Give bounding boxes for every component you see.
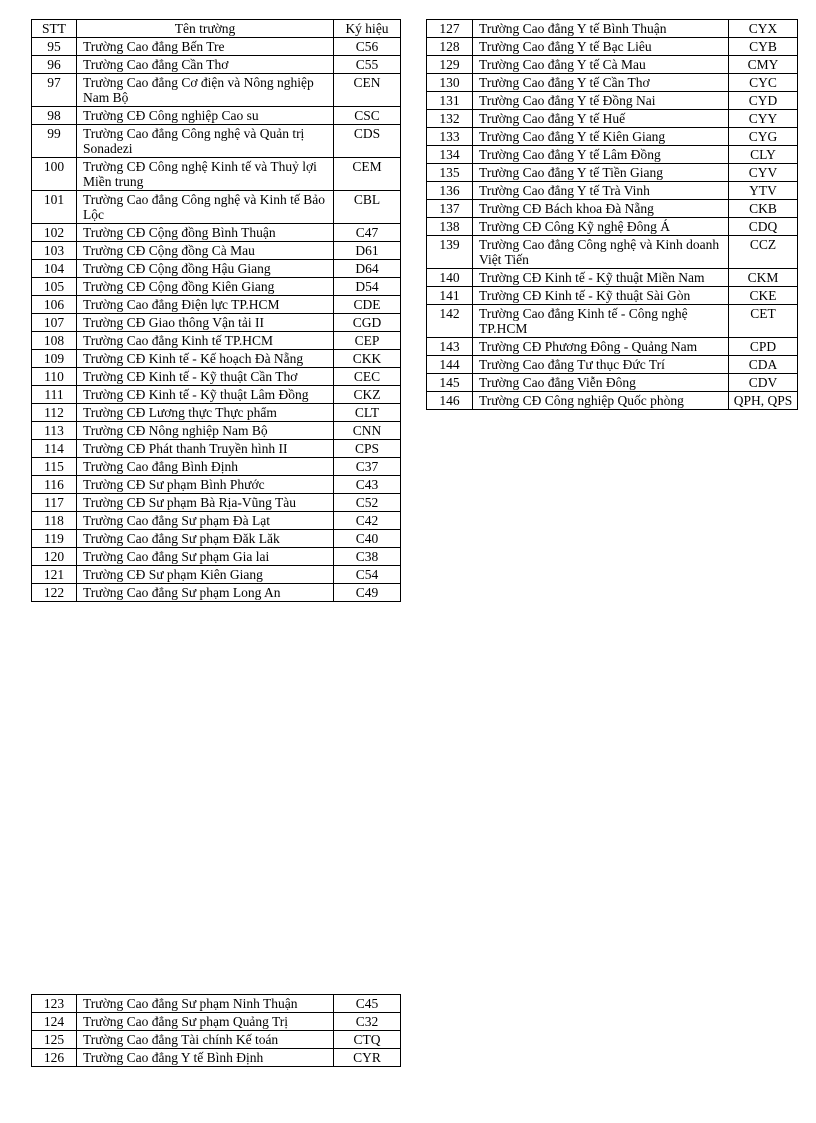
- row-number: 130: [427, 74, 473, 92]
- school-code: CCZ: [729, 236, 798, 269]
- school-name: Trường Cao đẳng Y tế Lâm Đồng: [473, 146, 729, 164]
- row-number: 96: [32, 56, 77, 74]
- school-name: Trường Cao đẳng Sư phạm Ninh Thuận: [77, 995, 334, 1013]
- school-name: Trường CĐ Công nghiệp Quốc phòng: [473, 392, 729, 410]
- table-row: [427, 356, 798, 374]
- row-number: 126: [32, 1049, 77, 1067]
- school-name: Trường Cao đẳng Y tế Bạc Liêu: [473, 38, 729, 56]
- table-row: [427, 164, 798, 182]
- table-row: [32, 1049, 401, 1067]
- row-number: 110: [32, 368, 77, 386]
- row-number: 129: [427, 56, 473, 74]
- table-row: [32, 278, 401, 296]
- school-code: C32: [334, 1013, 401, 1031]
- row-number: 134: [427, 146, 473, 164]
- table-row: [32, 440, 401, 458]
- row-number: 114: [32, 440, 77, 458]
- row-number: 131: [427, 92, 473, 110]
- school-code: CLY: [729, 146, 798, 164]
- row-number: 97: [32, 74, 77, 107]
- school-code: CDE: [334, 296, 401, 314]
- school-name: Trường Cao đẳng Cần Thơ: [77, 56, 334, 74]
- school-name: Trường CĐ Kinh tế - Kỹ thuật Miền Nam: [473, 269, 729, 287]
- row-number: 117: [32, 494, 77, 512]
- school-name: Trường Cao đẳng Y tế Trà Vinh: [473, 182, 729, 200]
- table-header-row: [32, 20, 401, 38]
- school-name: Trường Cao đẳng Y tế Cần Thơ: [473, 74, 729, 92]
- row-number: 101: [32, 191, 77, 224]
- school-code: CDA: [729, 356, 798, 374]
- school-code: CYG: [729, 128, 798, 146]
- school-code: C42: [334, 512, 401, 530]
- school-name: Trường Cao đẳng Công nghệ và Kinh tế Bảo Lộc: [77, 191, 334, 224]
- school-code: CYY: [729, 110, 798, 128]
- school-table-left: [31, 19, 401, 602]
- school-name: Trường CĐ Sư phạm Kiên Giang: [77, 566, 334, 584]
- school-name: Trường CĐ Cộng đồng Cà Mau: [77, 242, 334, 260]
- school-code: CYC: [729, 74, 798, 92]
- school-table-right: [426, 19, 798, 410]
- school-name: Trường Cao đẳng Y tế Đồng Nai: [473, 92, 729, 110]
- row-number: 124: [32, 1013, 77, 1031]
- school-code: C54: [334, 566, 401, 584]
- table-row: [32, 512, 401, 530]
- table-row: [427, 305, 798, 338]
- school-name: Trường Cao đẳng Công nghệ và Quản trị Sonadezi: [77, 125, 334, 158]
- school-name: Trường CĐ Công nghệ Kinh tế và Thuỷ lợi Miền trung: [77, 158, 334, 191]
- row-number: 112: [32, 404, 77, 422]
- school-code: C49: [334, 584, 401, 602]
- table-row: [32, 995, 401, 1013]
- table-row: [32, 242, 401, 260]
- row-number: 136: [427, 182, 473, 200]
- row-number: 121: [32, 566, 77, 584]
- row-number: 138: [427, 218, 473, 236]
- row-number: 100: [32, 158, 77, 191]
- school-name: Trường Cao đẳng Tư thục Đức Trí: [473, 356, 729, 374]
- table-row: [427, 200, 798, 218]
- school-code: CYB: [729, 38, 798, 56]
- row-number: 104: [32, 260, 77, 278]
- school-name: Trường Cao đẳng Viễn Đông: [473, 374, 729, 392]
- row-number: 115: [32, 458, 77, 476]
- row-number: 118: [32, 512, 77, 530]
- school-name: Trường CĐ Sư phạm Bà Rịa-Vũng Tàu: [77, 494, 334, 512]
- school-code: D54: [334, 278, 401, 296]
- school-name: Trường CĐ Cộng đồng Bình Thuận: [77, 224, 334, 242]
- table-row: [32, 1031, 401, 1049]
- school-code: C55: [334, 56, 401, 74]
- school-name: Trường Cao đẳng Sư phạm Long An: [77, 584, 334, 602]
- school-code: C52: [334, 494, 401, 512]
- school-name: Trường Cao đẳng Điện lực TP.HCM: [77, 296, 334, 314]
- row-number: 141: [427, 287, 473, 305]
- school-name: Trường CĐ Công nghiệp Cao su: [77, 107, 334, 125]
- school-code: CKZ: [334, 386, 401, 404]
- school-code: CPD: [729, 338, 798, 356]
- table-row: [427, 128, 798, 146]
- header-school-name: Tên trường: [77, 20, 334, 38]
- row-number: 122: [32, 584, 77, 602]
- school-code: CNN: [334, 422, 401, 440]
- row-number: 113: [32, 422, 77, 440]
- school-code: D61: [334, 242, 401, 260]
- row-number: 108: [32, 332, 77, 350]
- school-name: Trường Cao đẳng Y tế Huế: [473, 110, 729, 128]
- table-row: [32, 476, 401, 494]
- table-row: [32, 548, 401, 566]
- table-row: [427, 20, 798, 38]
- table-row: [32, 404, 401, 422]
- row-number: 146: [427, 392, 473, 410]
- school-code: CKK: [334, 350, 401, 368]
- table-row: [32, 368, 401, 386]
- school-code: CDV: [729, 374, 798, 392]
- table-row: [427, 392, 798, 410]
- school-name: Trường Cao đẳng Bến Tre: [77, 38, 334, 56]
- table-row: [427, 236, 798, 269]
- school-table-bottom: [31, 994, 401, 1067]
- school-code: CMY: [729, 56, 798, 74]
- school-code: CKB: [729, 200, 798, 218]
- school-name: Trường Cao đẳng Sư phạm Đà Lạt: [77, 512, 334, 530]
- table-row: [32, 107, 401, 125]
- table-row: [32, 566, 401, 584]
- row-number: 135: [427, 164, 473, 182]
- school-name: Trường CĐ Nông nghiệp Nam Bộ: [77, 422, 334, 440]
- row-number: 137: [427, 200, 473, 218]
- school-code: CDS: [334, 125, 401, 158]
- school-name: Trường CĐ Kinh tế - Kỹ thuật Lâm Đồng: [77, 386, 334, 404]
- school-name: Trường CĐ Sư phạm Bình Phước: [77, 476, 334, 494]
- row-number: 103: [32, 242, 77, 260]
- school-code: C40: [334, 530, 401, 548]
- table-row: [32, 332, 401, 350]
- row-number: 132: [427, 110, 473, 128]
- row-number: 145: [427, 374, 473, 392]
- school-code: CET: [729, 305, 798, 338]
- school-name: Trường Cao đẳng Bình Định: [77, 458, 334, 476]
- school-name: Trường Cao đẳng Sư phạm Gia lai: [77, 548, 334, 566]
- row-number: 98: [32, 107, 77, 125]
- table-row: [32, 458, 401, 476]
- row-number: 127: [427, 20, 473, 38]
- school-name: Trường CĐ Kinh tế - Kỹ thuật Sài Gòn: [473, 287, 729, 305]
- school-code: CYD: [729, 92, 798, 110]
- table-row: [32, 584, 401, 602]
- school-code: CBL: [334, 191, 401, 224]
- table-row: [32, 314, 401, 332]
- school-name: Trường Cao đẳng Cơ điện và Nông nghiệp Nam Bộ: [77, 74, 334, 107]
- table-row: [427, 374, 798, 392]
- table-row: [32, 74, 401, 107]
- row-number: 107: [32, 314, 77, 332]
- row-number: 144: [427, 356, 473, 374]
- table-row: [32, 125, 401, 158]
- row-number: 116: [32, 476, 77, 494]
- school-name: Trường CĐ Bách khoa Đà Nẵng: [473, 200, 729, 218]
- school-name: Trường Cao đẳng Kinh tế TP.HCM: [77, 332, 334, 350]
- school-code: CKE: [729, 287, 798, 305]
- school-name: Trường Cao đẳng Kinh tế - Công nghệ TP.HCM: [473, 305, 729, 338]
- school-name: Trường CĐ Lương thực Thực phẩm: [77, 404, 334, 422]
- table-row: [427, 110, 798, 128]
- school-code: CEC: [334, 368, 401, 386]
- school-name: Trường Cao đẳng Y tế Kiên Giang: [473, 128, 729, 146]
- table-row: [32, 158, 401, 191]
- table-row: [427, 56, 798, 74]
- table-row: [427, 74, 798, 92]
- row-number: 125: [32, 1031, 77, 1049]
- row-number: 95: [32, 38, 77, 56]
- table-row: [427, 182, 798, 200]
- school-code: CSC: [334, 107, 401, 125]
- school-code: C38: [334, 548, 401, 566]
- table-row: [32, 530, 401, 548]
- school-name: Trường Cao đẳng Y tế Bình Định: [77, 1049, 334, 1067]
- school-name: Trường CĐ Kinh tế - Kế hoạch Đà Nẵng: [77, 350, 334, 368]
- school-name: Trường CĐ Cộng đồng Kiên Giang: [77, 278, 334, 296]
- school-name: Trường Cao đẳng Y tế Cà Mau: [473, 56, 729, 74]
- table-row: [32, 422, 401, 440]
- school-code: CYX: [729, 20, 798, 38]
- row-number: 143: [427, 338, 473, 356]
- school-code: CEP: [334, 332, 401, 350]
- school-code: C37: [334, 458, 401, 476]
- school-code: C47: [334, 224, 401, 242]
- table-row: [32, 494, 401, 512]
- table-row: [32, 56, 401, 74]
- table-row: [427, 146, 798, 164]
- row-number: 120: [32, 548, 77, 566]
- table-row: [32, 38, 401, 56]
- header-code: Ký hiệu: [334, 20, 401, 38]
- table-row: [32, 224, 401, 242]
- school-code: CGD: [334, 314, 401, 332]
- table-row: [32, 191, 401, 224]
- table-row: [32, 386, 401, 404]
- row-number: 106: [32, 296, 77, 314]
- school-name: Trường CĐ Công Kỹ nghệ Đông Á: [473, 218, 729, 236]
- school-code: CKM: [729, 269, 798, 287]
- school-code: C56: [334, 38, 401, 56]
- row-number: 140: [427, 269, 473, 287]
- table-row: [427, 287, 798, 305]
- school-code: QPH, QPS: [729, 392, 798, 410]
- table-row: [32, 296, 401, 314]
- school-code: CPS: [334, 440, 401, 458]
- header-stt: STT: [32, 20, 77, 38]
- school-name: Trường Cao đẳng Công nghệ và Kinh doanh Việt Tiến: [473, 236, 729, 269]
- table-row: [427, 269, 798, 287]
- school-name: Trường CĐ Giao thông Vận tải II: [77, 314, 334, 332]
- school-name: Trường CĐ Phương Đông - Quảng Nam: [473, 338, 729, 356]
- school-code: CLT: [334, 404, 401, 422]
- table-row: [427, 38, 798, 56]
- row-number: 111: [32, 386, 77, 404]
- school-name: Trường Cao đẳng Y tế Bình Thuận: [473, 20, 729, 38]
- school-code: YTV: [729, 182, 798, 200]
- school-code: D64: [334, 260, 401, 278]
- table-row: [32, 350, 401, 368]
- row-number: 133: [427, 128, 473, 146]
- school-code: C45: [334, 995, 401, 1013]
- table-row: [427, 218, 798, 236]
- row-number: 102: [32, 224, 77, 242]
- table-row: [427, 92, 798, 110]
- row-number: 128: [427, 38, 473, 56]
- row-number: 123: [32, 995, 77, 1013]
- school-name: Trường Cao đẳng Sư phạm Quảng Trị: [77, 1013, 334, 1031]
- school-name: Trường Cao đẳng Y tế Tiền Giang: [473, 164, 729, 182]
- school-code: CYV: [729, 164, 798, 182]
- row-number: 139: [427, 236, 473, 269]
- row-number: 105: [32, 278, 77, 296]
- school-name: Trường CĐ Kinh tế - Kỹ thuật Cần Thơ: [77, 368, 334, 386]
- row-number: 99: [32, 125, 77, 158]
- school-code: CTQ: [334, 1031, 401, 1049]
- table-row: [427, 338, 798, 356]
- row-number: 142: [427, 305, 473, 338]
- school-code: C43: [334, 476, 401, 494]
- school-code: CDQ: [729, 218, 798, 236]
- school-name: Trường CĐ Cộng đồng Hậu Giang: [77, 260, 334, 278]
- school-name: Trường Cao đẳng Sư phạm Đăk Lăk: [77, 530, 334, 548]
- school-code: CYR: [334, 1049, 401, 1067]
- row-number: 109: [32, 350, 77, 368]
- table-row: [32, 260, 401, 278]
- school-code: CEN: [334, 74, 401, 107]
- table-row: [32, 1013, 401, 1031]
- school-name: Trường CĐ Phát thanh Truyền hình II: [77, 440, 334, 458]
- school-code: CEM: [334, 158, 401, 191]
- school-name: Trường Cao đẳng Tài chính Kế toán: [77, 1031, 334, 1049]
- row-number: 119: [32, 530, 77, 548]
